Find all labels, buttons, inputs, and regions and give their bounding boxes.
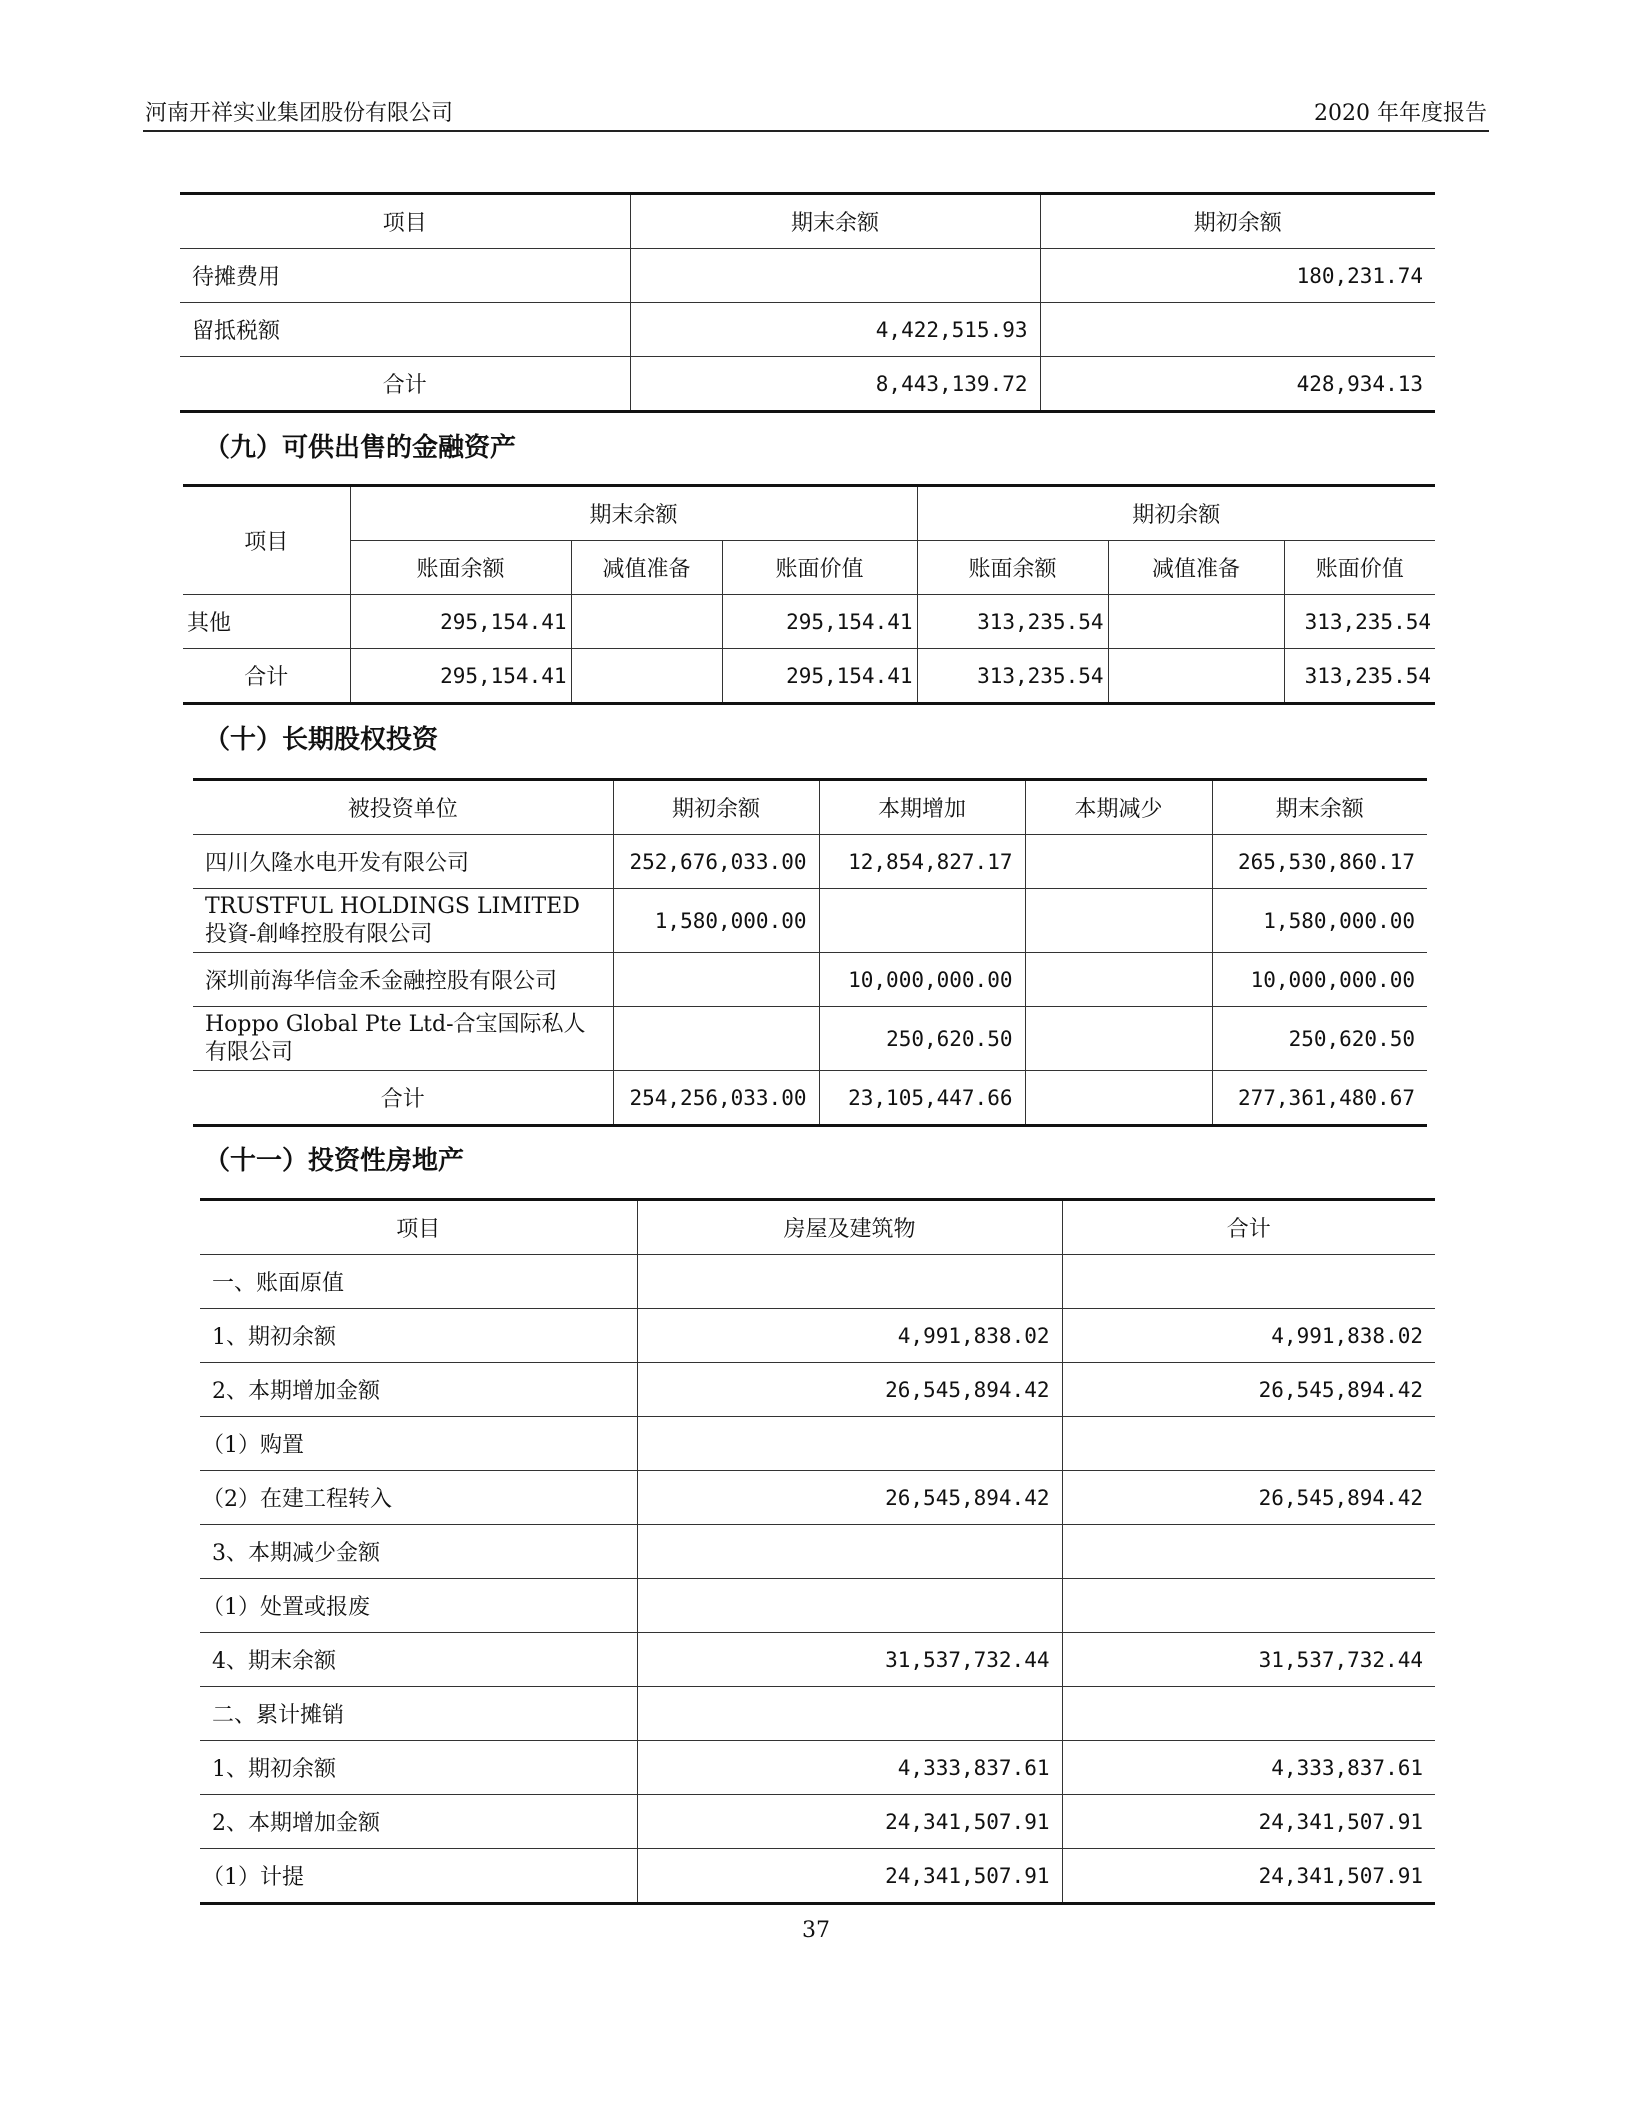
cell-value	[571, 595, 722, 649]
table-row	[200, 1255, 1435, 1309]
table-subheader-row	[183, 541, 1435, 595]
cell-value: 295,154.41	[350, 595, 571, 649]
cell-value: 295,154.41	[350, 649, 571, 704]
cell-value	[1025, 835, 1212, 889]
cell-value: 4,422,515.93	[630, 303, 1040, 357]
cell-value	[1025, 889, 1212, 953]
investee-name: TRUSTFUL HOLDINGS LIMITED 投資-創峰控股有限公司	[193, 889, 613, 953]
column-header: 账面价值	[722, 541, 917, 595]
report-title: 2020 年年度报告	[1314, 101, 1487, 126]
column-header: 账面余额	[917, 541, 1108, 595]
table-row	[200, 1849, 1435, 1904]
table-row	[200, 1417, 1435, 1471]
cell-value: 24,341,507.91	[637, 1849, 1062, 1904]
cell-value: 23,105,447.66	[819, 1071, 1025, 1126]
row-label: 1、期初余额	[200, 1309, 637, 1363]
column-header: 本期增加	[819, 780, 1025, 835]
other-current-assets-table	[180, 192, 1435, 413]
page-number: 37	[802, 1918, 830, 1943]
cell-value	[637, 1255, 1062, 1309]
table-row	[200, 1741, 1435, 1795]
table-row	[200, 1687, 1435, 1741]
investee-name: 四川久隆水电开发有限公司	[193, 835, 613, 889]
column-header: 本期减少	[1025, 780, 1212, 835]
table-header-row	[180, 194, 1435, 249]
table-row	[200, 1471, 1435, 1525]
cell-value: 254,256,033.00	[613, 1071, 819, 1126]
cell-value	[1025, 1071, 1212, 1126]
cell-value: 26,545,894.42	[1062, 1363, 1435, 1417]
column-header: 期末余额	[630, 194, 1040, 249]
row-label: （1）处置或报废	[200, 1579, 637, 1633]
cell-value: 24,341,507.91	[1062, 1795, 1435, 1849]
column-header: 合计	[1062, 1200, 1435, 1255]
investee-name: 深圳前海华信金禾金融控股有限公司	[193, 953, 613, 1007]
cell-value: 1,580,000.00	[613, 889, 819, 953]
cell-value	[1025, 953, 1212, 1007]
cell-value: 277,361,480.67	[1212, 1071, 1427, 1126]
section-title-9: （九）可供出售的金融资产	[204, 433, 517, 463]
row-label: 合计	[180, 357, 630, 412]
row-label: 4、期末余额	[200, 1633, 637, 1687]
column-header: 项目	[200, 1200, 637, 1255]
cell-value	[1108, 649, 1284, 704]
cell-value: 10,000,000.00	[819, 953, 1025, 1007]
column-group-header: 期初余额	[917, 486, 1435, 541]
table-row	[200, 1795, 1435, 1849]
cell-value	[613, 953, 819, 1007]
column-header: 被投资单位	[193, 780, 613, 835]
cell-value: 4,991,838.02	[637, 1309, 1062, 1363]
cell-value: 10,000,000.00	[1212, 953, 1427, 1007]
table-header-row	[200, 1200, 1435, 1255]
cell-value	[1025, 1007, 1212, 1071]
column-header: 项目	[180, 194, 630, 249]
cell-value: 313,235.54	[917, 649, 1108, 704]
row-label: 合计	[193, 1071, 613, 1126]
cell-value: 4,333,837.61	[1062, 1741, 1435, 1795]
cell-value: 31,537,732.44	[1062, 1633, 1435, 1687]
table-row	[193, 889, 1427, 953]
company-name: 河南开祥实业集团股份有限公司	[145, 101, 454, 126]
cell-value	[637, 1687, 1062, 1741]
cell-value: 4,333,837.61	[637, 1741, 1062, 1795]
table-row	[180, 303, 1435, 357]
row-label: （1）计提	[200, 1849, 637, 1904]
row-label: 合计	[183, 649, 350, 704]
table-header-row	[193, 780, 1427, 835]
column-header: 期初余额	[1040, 194, 1435, 249]
column-header: 项目	[183, 486, 350, 595]
row-label: 其他	[183, 595, 350, 649]
column-header: 期末余额	[1212, 780, 1427, 835]
cell-value: 24,341,507.91	[637, 1795, 1062, 1849]
cell-value: 313,235.54	[917, 595, 1108, 649]
column-header: 账面价值	[1284, 541, 1435, 595]
cell-value: 31,537,732.44	[637, 1633, 1062, 1687]
table-row	[200, 1579, 1435, 1633]
row-label: 3、本期减少金额	[200, 1525, 637, 1579]
cell-value: 250,620.50	[1212, 1007, 1427, 1071]
cell-value	[819, 889, 1025, 953]
table-row	[180, 249, 1435, 303]
cell-value: 313,235.54	[1284, 649, 1435, 704]
available-for-sale-assets-table	[183, 484, 1435, 705]
row-label: 待摊费用	[180, 249, 630, 303]
cell-value	[1062, 1579, 1435, 1633]
investment-property-table	[200, 1198, 1435, 1905]
cell-value: 295,154.41	[722, 649, 917, 704]
table-row	[193, 835, 1427, 889]
cell-value	[637, 1525, 1062, 1579]
cell-value	[613, 1007, 819, 1071]
table-header-row	[183, 486, 1435, 541]
column-header: 房屋及建筑物	[637, 1200, 1062, 1255]
row-label: 二、累计摊销	[200, 1687, 637, 1741]
table-row	[200, 1309, 1435, 1363]
row-label: 一、账面原值	[200, 1255, 637, 1309]
table-row	[200, 1363, 1435, 1417]
cell-value	[630, 249, 1040, 303]
cell-value: 295,154.41	[722, 595, 917, 649]
page-header	[143, 94, 1489, 132]
cell-value: 428,934.13	[1040, 357, 1435, 412]
cell-value: 26,545,894.42	[637, 1471, 1062, 1525]
table-row	[200, 1633, 1435, 1687]
column-group-header: 期末余额	[350, 486, 917, 541]
table-row-total	[193, 1071, 1427, 1126]
long-term-equity-investment-table	[193, 778, 1427, 1127]
column-header: 减值准备	[1108, 541, 1284, 595]
cell-value: 180,231.74	[1040, 249, 1435, 303]
cell-value	[637, 1417, 1062, 1471]
table-row-total	[183, 649, 1435, 704]
column-header: 账面余额	[350, 541, 571, 595]
cell-value: 4,991,838.02	[1062, 1309, 1435, 1363]
cell-value: 250,620.50	[819, 1007, 1025, 1071]
row-label: 1、期初余额	[200, 1741, 637, 1795]
cell-value	[1040, 303, 1435, 357]
cell-value	[1062, 1417, 1435, 1471]
cell-value: 265,530,860.17	[1212, 835, 1427, 889]
cell-value: 1,580,000.00	[1212, 889, 1427, 953]
row-label: 2、本期增加金额	[200, 1795, 637, 1849]
cell-value	[1108, 595, 1284, 649]
column-header: 期初余额	[613, 780, 819, 835]
section-title-11: （十一）投资性房地产	[204, 1146, 465, 1176]
column-header: 减值准备	[571, 541, 722, 595]
section-title-10: （十）长期股权投资	[204, 725, 439, 755]
cell-value: 26,545,894.42	[1062, 1471, 1435, 1525]
table-row	[200, 1525, 1435, 1579]
table-row	[193, 953, 1427, 1007]
cell-value	[1062, 1525, 1435, 1579]
cell-value: 313,235.54	[1284, 595, 1435, 649]
cell-value	[1062, 1687, 1435, 1741]
cell-value: 12,854,827.17	[819, 835, 1025, 889]
cell-value: 26,545,894.42	[637, 1363, 1062, 1417]
investee-name: Hoppo Global Pte Ltd-合宝国际私人有限公司	[193, 1007, 613, 1071]
cell-value	[571, 649, 722, 704]
table-row	[193, 1007, 1427, 1071]
cell-value: 8,443,139.72	[630, 357, 1040, 412]
table-row-total	[180, 357, 1435, 412]
cell-value	[637, 1579, 1062, 1633]
table-row	[183, 595, 1435, 649]
cell-value: 252,676,033.00	[613, 835, 819, 889]
cell-value	[1062, 1255, 1435, 1309]
row-label: （2）在建工程转入	[200, 1471, 637, 1525]
row-label: 2、本期增加金额	[200, 1363, 637, 1417]
row-label: 留抵税额	[180, 303, 630, 357]
row-label: （1）购置	[200, 1417, 637, 1471]
cell-value: 24,341,507.91	[1062, 1849, 1435, 1904]
